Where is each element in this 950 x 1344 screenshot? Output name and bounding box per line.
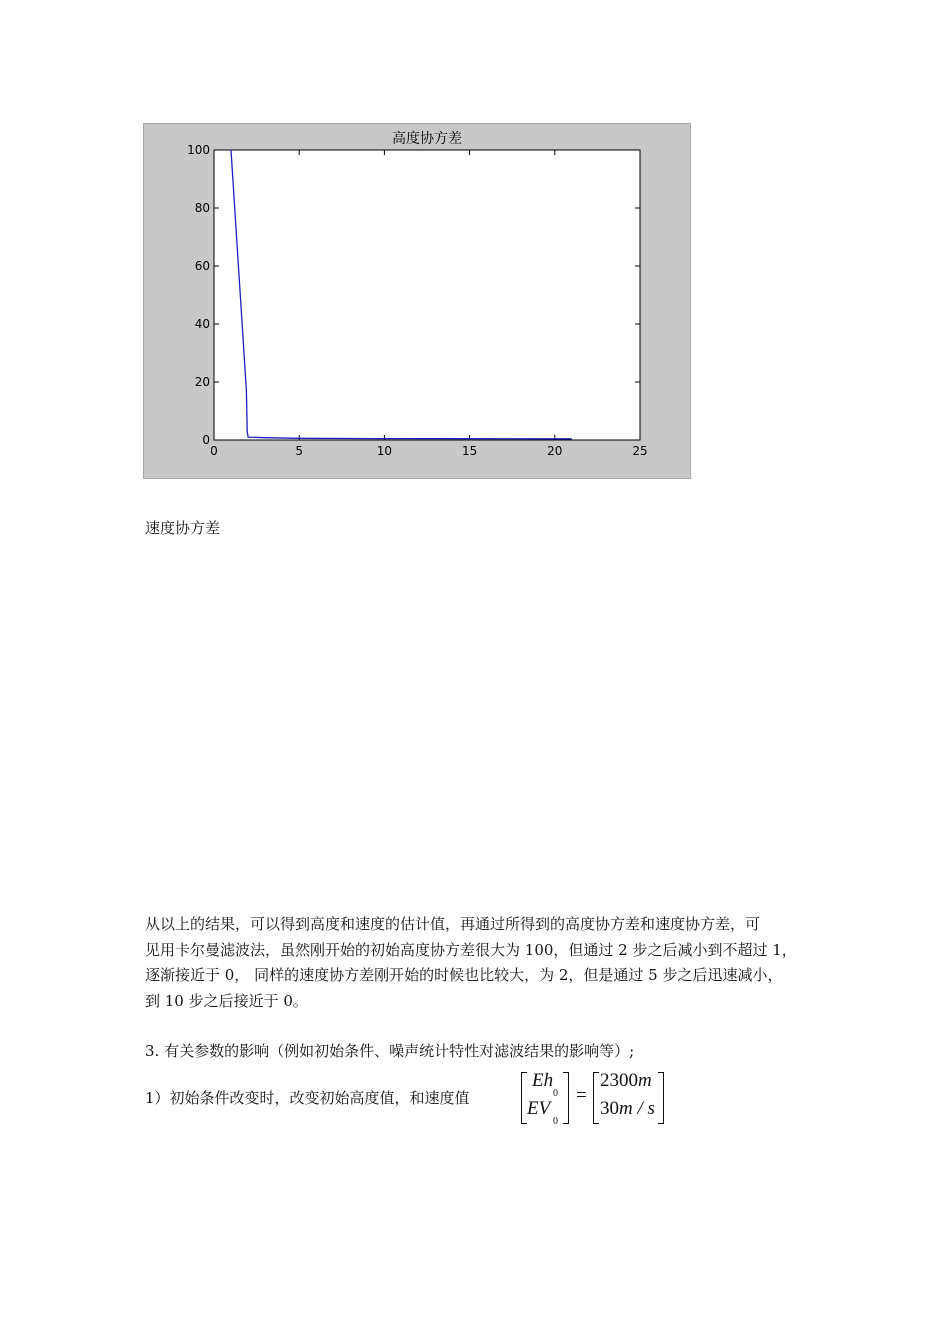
y-tick-label: 80: [194, 201, 210, 215]
x-tick-label: 10: [376, 444, 393, 458]
x-tick-label: 25: [632, 444, 648, 458]
covariance-figure: [143, 123, 691, 479]
paragraph-line: 逐渐接近于 0， 同样的速度协方差刚开始的时候也比较大，为 2，但是通过 5 步之后迅速减小，: [145, 966, 783, 984]
result-paragraph: [145, 912, 835, 1014]
height-number: 2300: [600, 1070, 638, 1091]
matrix-ev: EV: [527, 1098, 551, 1119]
paragraph-line: 到 10 步之后接近于 0。: [145, 991, 308, 1010]
chart-title: 高度协方差: [392, 131, 462, 147]
matrix-eh-subscript: 0: [553, 1088, 558, 1099]
right-matrix-close-bracket: [658, 1072, 664, 1124]
paragraph-line: 从以上的结果，可以得到高度和速度的估计值，再通过所得到的高度协方差和速度协方差，可: [145, 915, 761, 933]
matrix-height-value: [600, 1070, 652, 1092]
velocity-unit: m / s: [619, 1098, 655, 1119]
y-tick-label: 40: [194, 317, 210, 331]
height-covariance-chart: [144, 124, 690, 478]
x-tick-label: 15: [461, 444, 478, 458]
left-matrix-close-bracket: [563, 1072, 569, 1124]
y-tick-label: 0: [202, 433, 210, 447]
x-tick-label: 0: [210, 444, 218, 458]
paragraph-line: 见用卡尔曼滤波法，虽然刚开始的初始高度协方差很大为 100，但通过 2 步之后减小到不超过 1，: [145, 940, 797, 959]
figure-caption: 速度协方差: [145, 519, 221, 537]
equals-sign: =: [576, 1085, 587, 1106]
section-heading: 3. 有关参数的影响（例如初始条件、噪声统计特性对滤波结果的影响等）;: [145, 1042, 635, 1060]
y-tick-label: 60: [194, 259, 210, 273]
subsection-text: 1）初始条件改变时，改变初始高度值，和速度值: [145, 1089, 470, 1107]
x-tick-label: 20: [547, 444, 563, 458]
right-matrix-open-bracket: [593, 1072, 599, 1124]
initial-condition-equation: [521, 1068, 666, 1128]
y-tick-label: 100: [187, 143, 210, 157]
matrix-velocity-value: [600, 1098, 655, 1120]
plot-area: [214, 150, 640, 440]
matrix-eh: Eh: [532, 1070, 554, 1091]
height-unit: m: [638, 1070, 652, 1091]
matrix-ev-subscript: 0: [553, 1116, 558, 1127]
y-tick-label: 20: [194, 375, 210, 389]
velocity-number: 30: [600, 1098, 619, 1119]
x-tick-label: 5: [295, 444, 304, 458]
